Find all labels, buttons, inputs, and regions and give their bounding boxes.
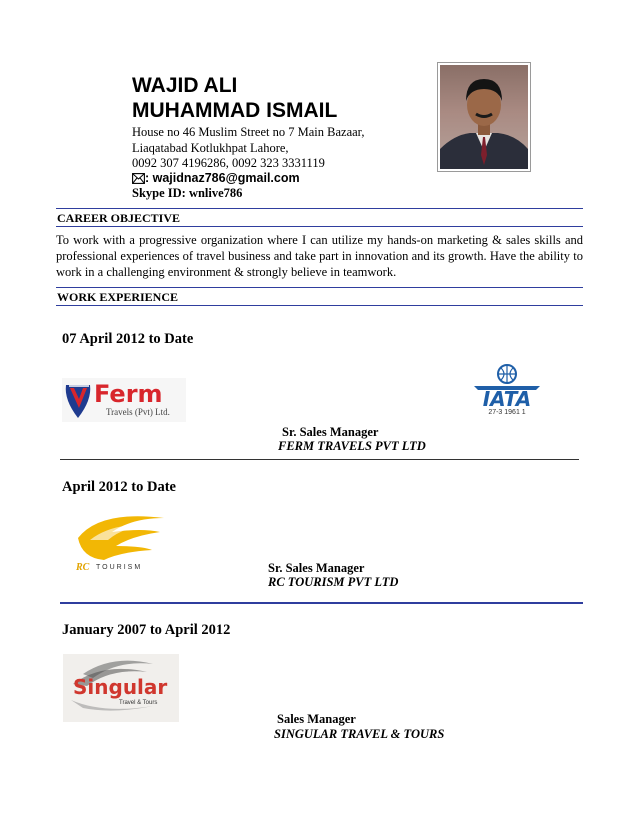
- job3-role: Sales Manager: [277, 712, 356, 726]
- job3-period: January 2007 to April 2012: [62, 622, 231, 638]
- ferm-logo-subtext: Travels (Pvt) Ltd.: [106, 407, 170, 417]
- ferm-travels-logo: [62, 378, 186, 422]
- ferm-logo-text: Ferm: [94, 380, 163, 408]
- career-objective-text: To work with a progressive organization where I can utilize my hands-on marketing & sales skills and professional experiences of travel business and take part in innovation and its growth. Have the ability to work in a challenging environment & strongly believe in teamwork.: [56, 233, 583, 279]
- address-line-1: House no 46 Muslim Street no 7 Main Bazaar,: [132, 125, 365, 139]
- job2-separator: [60, 602, 583, 604]
- phone-numbers: 0092 307 4196286, 0092 323 3331119: [132, 156, 325, 170]
- job2-period: April 2012 to Date: [62, 479, 176, 495]
- job3-company: SINGULAR TRAVEL & TOURS: [274, 727, 445, 741]
- rc-wing-icon: [72, 512, 172, 564]
- objective-rule-top: [56, 208, 583, 209]
- experience-rule-bottom: [56, 305, 583, 306]
- career-objective-heading: CAREER OBJECTIVE: [57, 211, 181, 225]
- iata-number: 27-3 1961 1: [488, 409, 526, 416]
- singular-logo-subtext: Travel & Tours: [119, 700, 158, 706]
- job1-period: 07 April 2012 to Date: [62, 331, 194, 347]
- singular-logo-text: Singular: [73, 675, 168, 699]
- job2-role: Sr. Sales Manager: [268, 561, 365, 575]
- rc-tourism-logo: [72, 512, 172, 576]
- work-experience-heading: WORK EXPERIENCE: [57, 290, 179, 304]
- job1-separator: [60, 459, 579, 460]
- envelope-icon: [132, 173, 145, 184]
- iata-logo: [472, 364, 542, 422]
- iata-logo-text: IATA: [482, 387, 532, 411]
- rc-logo-mark: RC: [76, 562, 90, 573]
- experience-rule-top: [56, 287, 583, 288]
- email-address[interactable]: : wajidnaz786@gmail.com: [145, 171, 300, 185]
- job2-company: RC TOURISM PVT LTD: [268, 575, 399, 589]
- address-line-2: Liaqatabad Kotlukhpat Lahore,: [132, 141, 289, 155]
- job1-company: FERM TRAVELS PVT LTD: [278, 439, 426, 453]
- name-line-2: MUHAMMAD ISMAIL: [132, 99, 338, 122]
- profile-photo: [437, 62, 531, 172]
- portrait-image: [440, 65, 528, 169]
- email-row: [132, 171, 300, 185]
- job1-role: Sr. Sales Manager: [282, 425, 379, 439]
- skype-id: Skype ID: wnlive786: [132, 186, 243, 200]
- rc-logo-text: TOURISM: [96, 564, 143, 571]
- objective-rule-bottom: [56, 226, 583, 227]
- singular-logo: [63, 654, 179, 722]
- name-line-1: WAJID ALI: [132, 74, 238, 97]
